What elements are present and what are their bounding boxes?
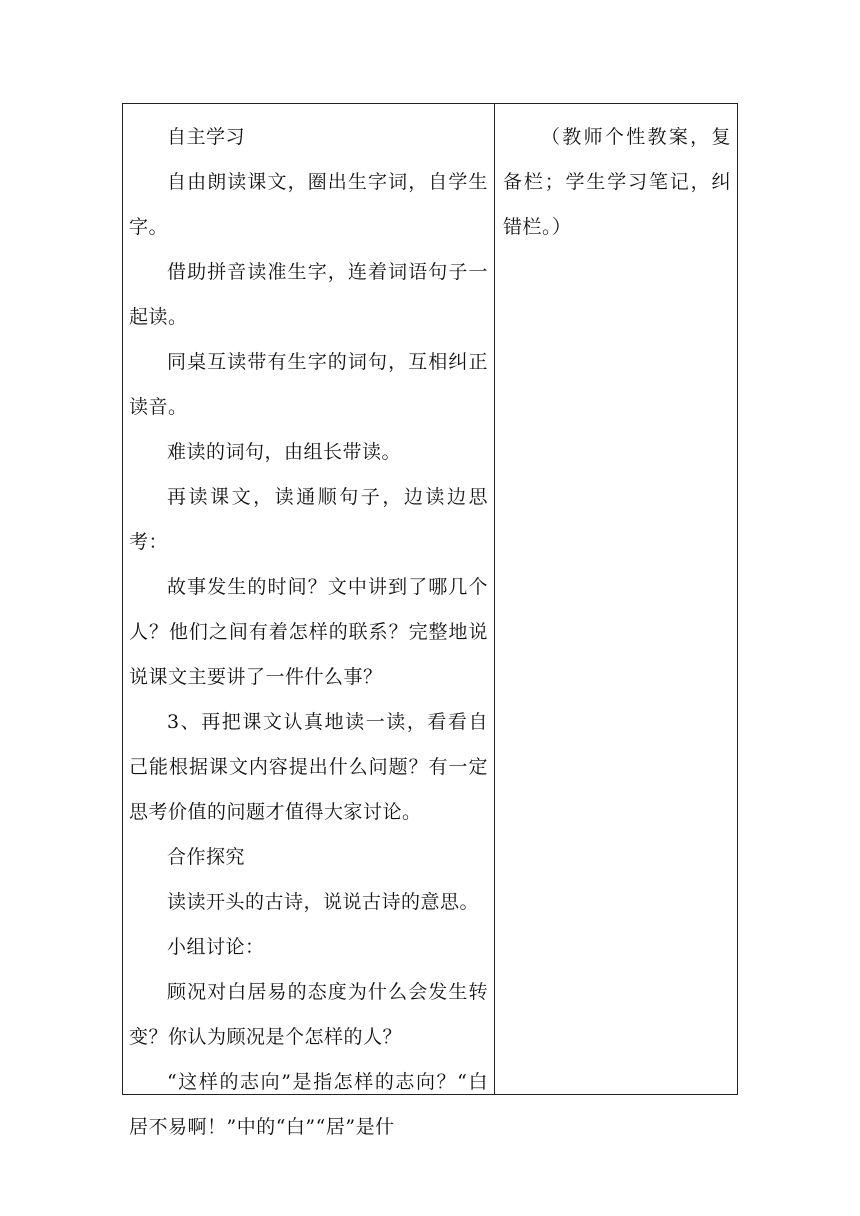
activity-paragraph: 自由朗读课文，圈出生字词，自学生字。 bbox=[129, 171, 488, 238]
activity-paragraph: 故事发生的时间？文中讲到了哪几个人？他们之间有着怎样的联系？完整地说说课文主要讲了一件什么事？ bbox=[129, 576, 488, 688]
activity-paragraph: 3、再把课文认真地读一读，看看自己能根据课文内容提出什么问题？有一定思考价值的问题才值得大家讨论。 bbox=[129, 711, 488, 823]
learning-activities-column bbox=[123, 104, 495, 1138]
activity-paragraph: 读读开头的古诗，说说古诗的意思。 bbox=[167, 891, 480, 913]
activity-paragraph: “这样的志向”是指怎样的志向？“白居不易啊！”中的“白”“居”是什 bbox=[129, 1071, 488, 1138]
section-heading-self-study: 自主学习 bbox=[167, 126, 246, 148]
activity-paragraph: 顾况对白居易的态度为什么会发生转变？你认为顾况是个怎样的人？ bbox=[129, 981, 488, 1048]
activity-paragraph: 借助拼音读准生字，连着词语句子一起读。 bbox=[129, 261, 488, 328]
activity-paragraph: 再读课文，读通顺句子，边读边思考： bbox=[129, 486, 488, 553]
teacher-notes-column bbox=[495, 104, 737, 1094]
section-heading-cooperative-inquiry: 合作探究 bbox=[167, 846, 246, 868]
activity-paragraph: 小组讨论： bbox=[167, 936, 265, 958]
lesson-plan-table bbox=[122, 103, 738, 1138]
activity-paragraph: 同桌互读带有生字的词句，互相纠正读音。 bbox=[129, 351, 488, 418]
activity-paragraph: 难读的词句，由组长带读。 bbox=[167, 441, 402, 463]
teacher-notes-text: （教师个性教案，复备栏；学生学习笔记，纠错栏。） bbox=[503, 126, 731, 238]
